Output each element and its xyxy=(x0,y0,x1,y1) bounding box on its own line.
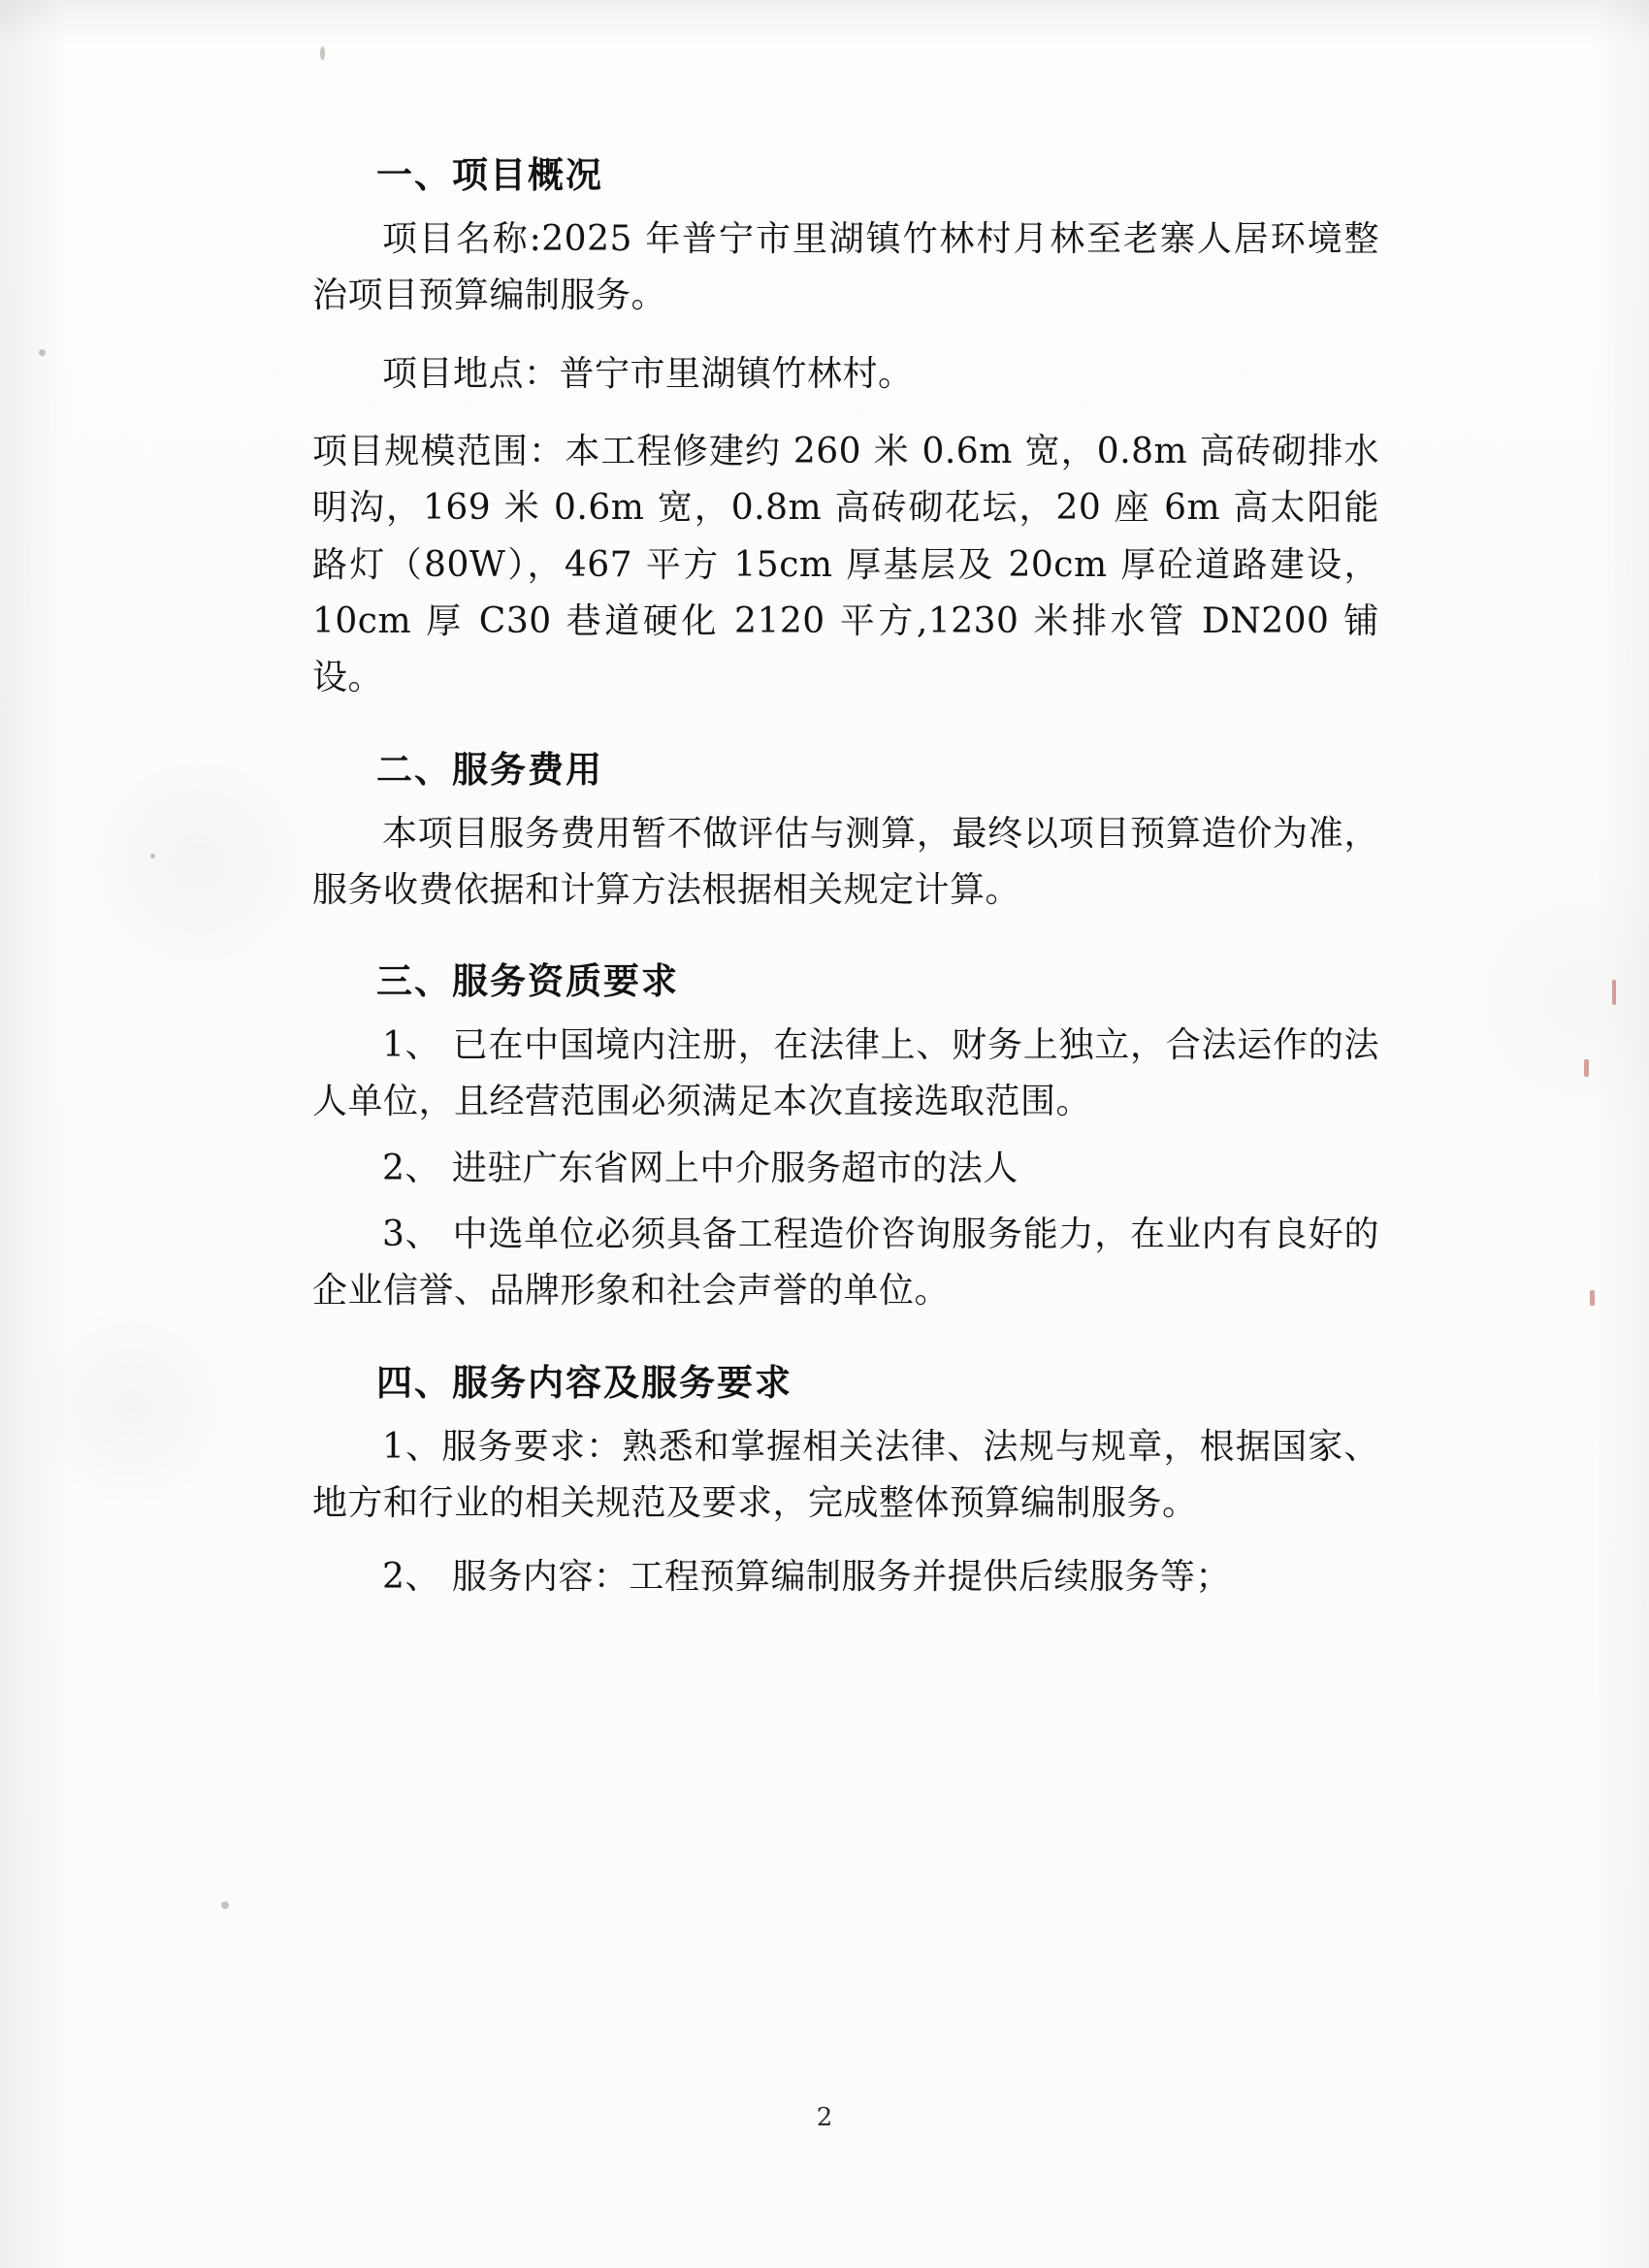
paragraph: 项目名称:2025 年普宁市里湖镇竹林村月林至老寨人居环境整治项目预算编制服务。 xyxy=(312,219,1379,316)
scan-speck xyxy=(39,349,46,356)
page-right-shadow xyxy=(1595,0,1649,2268)
page-left-shadow xyxy=(0,0,68,2268)
pen-mark xyxy=(1612,980,1616,1005)
paragraph: 2、 进驻广东省网上中介服务超市的法人 xyxy=(382,1148,1018,1188)
pen-mark xyxy=(1584,1059,1589,1077)
paragraph: 本项目服务费用暂不做评估与测算，最终以项目预算造价为准，服务收费依据和计算方法根据相关规定计算。 xyxy=(312,813,1379,910)
section-service-fee xyxy=(312,740,1379,920)
paragraph: 3、 中选单位必须具备工程造价咨询服务能力，在业内有良好的企业信誉、品牌形象和社会声誉的单位。 xyxy=(312,1215,1379,1312)
paragraph: 1、 已在中国境内注册，在法律上、财务上独立，合法运作的法人单位，且经营范围必须满足本次直接选取范围。 xyxy=(312,1025,1379,1122)
paragraph: 1、服务要求：熟悉和掌握相关法律、法规与规章，根据国家、地方和行业的相关规范及要求，完成整体预算编制服务。 xyxy=(312,1426,1379,1523)
section-heading: 二、服务费用 xyxy=(376,748,603,791)
section-service-content xyxy=(312,1353,1379,1606)
pen-mark xyxy=(1590,1290,1595,1306)
section-heading: 三、服务资质要求 xyxy=(376,960,679,1003)
paragraph: 项目地点：普宁市里湖镇竹林村。 xyxy=(382,353,914,394)
section-project-overview xyxy=(312,146,1379,707)
page-top-shadow xyxy=(0,0,1649,45)
scan-speck xyxy=(221,1901,229,1909)
section-qualification-requirements xyxy=(312,952,1379,1320)
section-heading: 一、项目概况 xyxy=(376,154,603,196)
page-number: 2 xyxy=(816,2103,833,2132)
section-heading: 四、服务内容及服务要求 xyxy=(376,1361,792,1404)
scan-speck xyxy=(150,854,155,859)
scan-speck xyxy=(320,47,325,60)
document-body xyxy=(312,146,1379,1632)
paragraph: 项目规模范围：本工程修建约 260 米 0.6m 宽，0.8m 高砖砌排水明沟，169 米 0.6m 宽，0.8m 高砖砌花坛，20 座 6m 高太阳能路灯（80W），467 平方 15cm 厚基层及 20cm 厚砼道路建设，10cm 厚 C30 巷道硬化 2120 平方,1230 米排水管 DN200 铺设。 xyxy=(312,431,1379,698)
paragraph: 2、 服务内容：工程预算编制服务并提供后续服务等； xyxy=(382,1557,1231,1598)
